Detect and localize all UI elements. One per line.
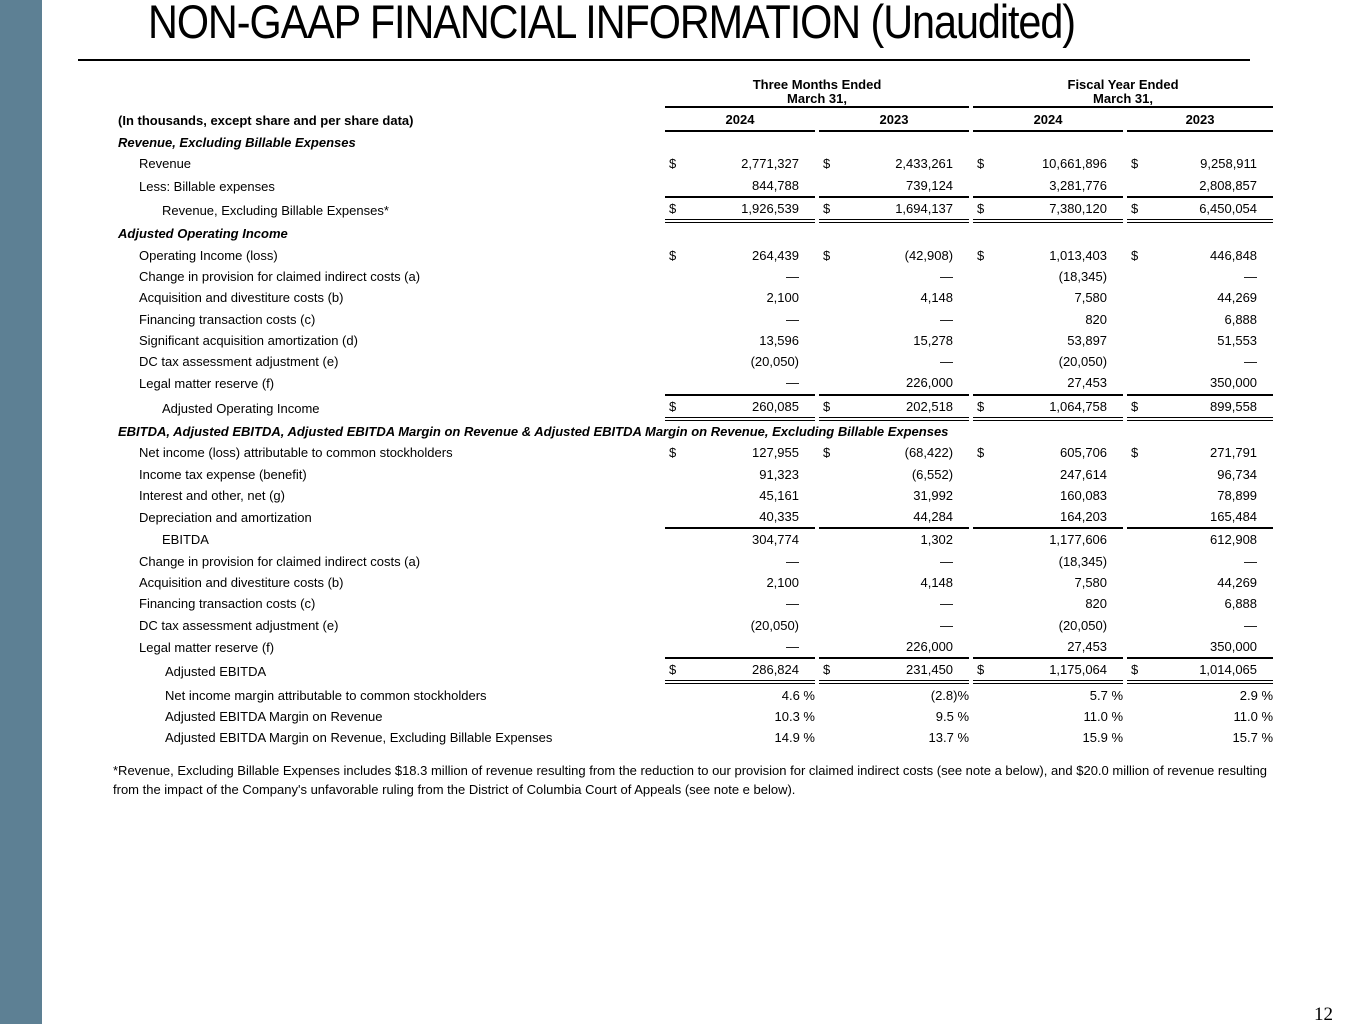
value-cell bbox=[973, 463, 1123, 484]
table-row bbox=[113, 463, 1273, 484]
currency-symbol: $ bbox=[1131, 445, 1139, 461]
value-cell bbox=[665, 506, 815, 529]
cell-value: 40,335 bbox=[759, 509, 799, 525]
cell-value: 202,518 bbox=[906, 398, 954, 414]
cell-value: 7,580 bbox=[1074, 575, 1108, 591]
table-row bbox=[113, 330, 1273, 351]
cell-value: 260,085 bbox=[752, 398, 799, 414]
table-row bbox=[113, 727, 1273, 748]
cell-value: (18,345) bbox=[1058, 553, 1108, 569]
cell-value: 286,824 bbox=[752, 662, 799, 678]
row-label: Net income margin attributable to common stockholders bbox=[165, 687, 487, 703]
cell-value: 2.9 % bbox=[1239, 687, 1274, 703]
currency-symbol: $ bbox=[823, 662, 831, 678]
cell-value: (20,050) bbox=[750, 617, 799, 633]
value-cell bbox=[973, 287, 1123, 308]
cell-value: 9.5 % bbox=[935, 708, 970, 724]
value-cell bbox=[665, 551, 815, 572]
cell-value: 45,161 bbox=[759, 487, 799, 503]
currency-symbol: $ bbox=[669, 201, 677, 217]
cell-value: 231,450 bbox=[906, 662, 954, 678]
cell-value: 446,848 bbox=[1210, 247, 1258, 263]
value-cell bbox=[1127, 593, 1273, 614]
currency-symbol: $ bbox=[669, 247, 677, 263]
cell-value: 51,553 bbox=[1217, 332, 1258, 348]
value-cell bbox=[973, 351, 1123, 372]
table-row bbox=[113, 485, 1273, 506]
value-cell bbox=[973, 506, 1123, 529]
value-cell bbox=[819, 463, 969, 484]
cell-value: — bbox=[1244, 268, 1258, 284]
table-row bbox=[113, 572, 1273, 593]
row-label: Adjusted EBITDA Margin on Revenue, Excluding Billable Expenses bbox=[165, 730, 553, 746]
value-cell bbox=[665, 706, 815, 727]
cell-value: — bbox=[786, 311, 799, 327]
cell-value: (20,050) bbox=[1058, 617, 1108, 633]
value-cell bbox=[1127, 684, 1273, 705]
value-cell bbox=[665, 287, 815, 308]
value-cell bbox=[973, 244, 1123, 265]
cell-value: 1,014,065 bbox=[1199, 662, 1258, 678]
cell-value: 2,771,327 bbox=[741, 156, 799, 172]
page-number: 12 bbox=[1314, 1004, 1333, 1025]
cell-value: (18,345) bbox=[1058, 268, 1108, 284]
value-cell bbox=[819, 372, 969, 395]
value-cell bbox=[665, 175, 815, 198]
currency-symbol: $ bbox=[669, 662, 677, 678]
cell-value: 899,558 bbox=[1210, 398, 1258, 414]
value-cell bbox=[819, 529, 969, 550]
value-cell bbox=[1127, 198, 1273, 223]
cell-value: 1,694,137 bbox=[895, 201, 954, 217]
value-cell bbox=[819, 396, 969, 421]
value-cell bbox=[1127, 706, 1273, 727]
value-cell bbox=[665, 684, 815, 705]
cell-value: 27,453 bbox=[1067, 375, 1108, 391]
row-label: Revenue bbox=[139, 156, 192, 172]
row-label: Change in provision for claimed indirect costs (a) bbox=[139, 553, 421, 569]
row-label: Interest and other, net (g) bbox=[139, 487, 285, 503]
row-label: Income tax expense (benefit) bbox=[139, 466, 307, 482]
table-row bbox=[113, 351, 1273, 372]
cell-value: 304,774 bbox=[752, 532, 799, 548]
value-cell bbox=[1127, 153, 1273, 174]
value-cell bbox=[1127, 396, 1273, 421]
cell-value: — bbox=[1244, 553, 1258, 569]
value-cell bbox=[1127, 175, 1273, 198]
table-row bbox=[113, 706, 1273, 727]
value-cell bbox=[665, 396, 815, 421]
table-row bbox=[113, 372, 1273, 395]
cell-value: 13,596 bbox=[759, 332, 799, 348]
value-cell bbox=[665, 244, 815, 265]
value-cell bbox=[665, 308, 815, 329]
cell-value: 5.7 % bbox=[1089, 687, 1124, 703]
cell-value: (42,908) bbox=[904, 247, 954, 263]
cell-value: 271,791 bbox=[1210, 445, 1258, 461]
currency-symbol: $ bbox=[1131, 247, 1139, 263]
cell-value: 78,899 bbox=[1217, 487, 1258, 503]
value-cell bbox=[819, 551, 969, 572]
value-cell bbox=[819, 266, 969, 287]
cell-value: 7,380,120 bbox=[1049, 201, 1108, 217]
value-cell bbox=[665, 636, 815, 659]
row-label: Operating Income (loss) bbox=[139, 247, 278, 263]
row-label: Significant acquisition amortization (d) bbox=[139, 332, 358, 348]
cell-value: 1,175,064 bbox=[1049, 662, 1108, 678]
section-heading: Adjusted Operating Income bbox=[118, 226, 288, 242]
row-label: Legal matter reserve (f) bbox=[139, 639, 275, 655]
value-cell bbox=[665, 485, 815, 506]
currency-symbol: $ bbox=[823, 156, 831, 172]
cell-value: 27,453 bbox=[1067, 638, 1108, 654]
value-cell bbox=[1127, 287, 1273, 308]
value-cell bbox=[665, 463, 815, 484]
value-cell bbox=[819, 351, 969, 372]
cell-value: 3,281,776 bbox=[1049, 177, 1108, 193]
cell-value: 226,000 bbox=[906, 638, 954, 654]
currency-symbol: $ bbox=[823, 445, 831, 461]
value-cell bbox=[819, 198, 969, 223]
currency-symbol: $ bbox=[1131, 398, 1139, 414]
value-cell bbox=[1127, 372, 1273, 395]
value-cell bbox=[665, 727, 815, 748]
cell-value: 2,100 bbox=[766, 575, 799, 591]
value-cell bbox=[819, 308, 969, 329]
currency-symbol: $ bbox=[977, 662, 985, 678]
cell-value: (20,050) bbox=[750, 354, 799, 370]
value-cell bbox=[973, 615, 1123, 636]
table-row bbox=[113, 266, 1273, 287]
cell-value: 44,269 bbox=[1217, 575, 1258, 591]
cell-value: — bbox=[786, 553, 799, 569]
value-cell bbox=[1127, 529, 1273, 550]
currency-symbol: $ bbox=[977, 247, 985, 263]
value-cell bbox=[819, 506, 969, 529]
value-cell bbox=[1127, 442, 1273, 463]
cell-value: 844,788 bbox=[752, 177, 799, 193]
section-heading: Revenue, Excluding Billable Expenses bbox=[118, 135, 356, 151]
table-row bbox=[113, 551, 1273, 572]
cell-value: 1,302 bbox=[920, 532, 954, 548]
year-header: 2024 bbox=[665, 108, 815, 132]
currency-symbol: $ bbox=[669, 156, 677, 172]
cell-value: 44,284 bbox=[913, 509, 954, 525]
cell-value: — bbox=[786, 596, 799, 612]
value-cell bbox=[665, 351, 815, 372]
value-cell bbox=[665, 529, 815, 550]
value-cell bbox=[665, 615, 815, 636]
cell-value: 2,808,857 bbox=[1199, 177, 1258, 193]
table-row bbox=[113, 396, 1273, 421]
value-cell bbox=[665, 372, 815, 395]
currency-symbol: $ bbox=[823, 201, 831, 217]
title-divider bbox=[78, 59, 1250, 61]
value-cell bbox=[1127, 615, 1273, 636]
value-cell bbox=[973, 308, 1123, 329]
table-row bbox=[113, 244, 1273, 265]
currency-symbol: $ bbox=[1131, 156, 1139, 172]
left-accent-bar bbox=[0, 0, 42, 1024]
page-title: NON-GAAP FINANCIAL INFORMATION (Unaudited) bbox=[148, 0, 1076, 48]
cell-value: 96,734 bbox=[1217, 466, 1258, 482]
row-label: Revenue, Excluding Billable Expenses* bbox=[162, 203, 389, 219]
value-cell bbox=[973, 572, 1123, 593]
value-cell bbox=[1127, 572, 1273, 593]
cell-value: 127,955 bbox=[752, 445, 799, 461]
year-header: 2023 bbox=[819, 108, 969, 132]
value-cell bbox=[973, 372, 1123, 395]
year-header: 2023 bbox=[1127, 108, 1273, 132]
value-cell bbox=[973, 175, 1123, 198]
value-cell bbox=[819, 684, 969, 705]
value-cell bbox=[665, 593, 815, 614]
value-cell bbox=[973, 485, 1123, 506]
cell-value: 6,888 bbox=[1224, 311, 1258, 327]
row-label: Financing transaction costs (c) bbox=[139, 311, 316, 327]
table-row bbox=[113, 442, 1273, 463]
value-cell bbox=[665, 266, 815, 287]
cell-value: — bbox=[786, 268, 799, 284]
cell-value: 53,897 bbox=[1067, 332, 1108, 348]
cell-value: 264,439 bbox=[752, 247, 799, 263]
fiscal-year-header: Fiscal Year Ended March 31, bbox=[973, 72, 1273, 108]
row-label: DC tax assessment adjustment (e) bbox=[139, 617, 339, 633]
value-cell bbox=[819, 175, 969, 198]
value-cell bbox=[1127, 266, 1273, 287]
cell-value: — bbox=[940, 617, 954, 633]
cell-value: 605,706 bbox=[1060, 445, 1108, 461]
row-label: Adjusted Operating Income bbox=[162, 400, 320, 416]
value-cell bbox=[973, 266, 1123, 287]
cell-value: 739,124 bbox=[906, 177, 954, 193]
cell-value: 13.7 % bbox=[928, 730, 970, 746]
section-heading: EBITDA, Adjusted EBITDA, Adjusted EBITDA Margin on Revenue & Adjusted EBITDA Margin on Revenue, Excluding Billable Expenses bbox=[118, 424, 949, 439]
value-cell bbox=[665, 442, 815, 463]
value-cell bbox=[973, 706, 1123, 727]
cell-value: — bbox=[940, 268, 954, 284]
cell-value: 820 bbox=[1085, 596, 1108, 612]
cell-value: (2.8)% bbox=[930, 687, 970, 703]
value-cell bbox=[1127, 551, 1273, 572]
table-row bbox=[113, 659, 1273, 684]
cell-value: — bbox=[786, 638, 799, 654]
cell-value: 1,926,539 bbox=[741, 201, 799, 217]
cell-value: 2,433,261 bbox=[895, 156, 954, 172]
cell-value: 7,580 bbox=[1074, 290, 1108, 306]
cell-value: 14.9 % bbox=[774, 730, 815, 746]
cell-value: 1,064,758 bbox=[1049, 398, 1108, 414]
cell-value: 11.0 % bbox=[1233, 708, 1274, 724]
row-label: Less: Billable expenses bbox=[139, 178, 275, 194]
table-row bbox=[113, 506, 1273, 529]
cell-value: 44,269 bbox=[1217, 290, 1258, 306]
cell-value: 11.0 % bbox=[1083, 708, 1124, 724]
cell-value: (6,552) bbox=[911, 466, 954, 482]
table-row bbox=[113, 636, 1273, 659]
value-cell bbox=[819, 727, 969, 748]
three-months-header: Three Months Ended March 31, bbox=[665, 72, 969, 108]
value-cell bbox=[819, 153, 969, 174]
value-cell bbox=[973, 198, 1123, 223]
table-row bbox=[113, 684, 1273, 705]
value-cell bbox=[1127, 506, 1273, 529]
cell-value: 160,083 bbox=[1060, 487, 1108, 503]
value-cell bbox=[973, 727, 1123, 748]
financial-table bbox=[113, 72, 1273, 748]
value-cell bbox=[1127, 244, 1273, 265]
cell-value: — bbox=[1244, 354, 1258, 370]
currency-symbol: $ bbox=[823, 398, 831, 414]
value-cell bbox=[1127, 659, 1273, 684]
value-cell bbox=[1127, 351, 1273, 372]
value-cell bbox=[973, 396, 1123, 421]
cell-value: 10.3 % bbox=[774, 708, 815, 724]
cell-value: 164,203 bbox=[1060, 509, 1108, 525]
row-label: Acquisition and divestiture costs (b) bbox=[139, 290, 344, 306]
units-label: (In thousands, except share and per share data) bbox=[118, 112, 414, 128]
cell-value: 15.9 % bbox=[1082, 730, 1124, 746]
table-row bbox=[113, 175, 1273, 198]
cell-value: — bbox=[940, 354, 954, 370]
value-cell bbox=[819, 572, 969, 593]
value-cell bbox=[819, 442, 969, 463]
table-row bbox=[113, 198, 1273, 223]
cell-value: 31,992 bbox=[913, 487, 954, 503]
value-cell bbox=[973, 153, 1123, 174]
row-label: Net income (loss) attributable to common stockholders bbox=[139, 445, 453, 461]
value-cell bbox=[1127, 330, 1273, 351]
value-cell bbox=[1127, 485, 1273, 506]
cell-value: 6,450,054 bbox=[1199, 201, 1258, 217]
table-row bbox=[113, 287, 1273, 308]
value-cell bbox=[819, 244, 969, 265]
value-cell bbox=[665, 198, 815, 223]
value-cell bbox=[973, 684, 1123, 705]
value-cell bbox=[973, 659, 1123, 684]
value-cell bbox=[819, 330, 969, 351]
value-cell bbox=[973, 442, 1123, 463]
value-cell bbox=[973, 529, 1123, 550]
table-row bbox=[113, 529, 1273, 550]
row-label: Adjusted EBITDA bbox=[165, 664, 267, 680]
value-cell bbox=[665, 330, 815, 351]
cell-value: 350,000 bbox=[1210, 375, 1258, 391]
value-cell bbox=[1127, 636, 1273, 659]
currency-symbol: $ bbox=[669, 445, 677, 461]
row-label: DC tax assessment adjustment (e) bbox=[139, 354, 339, 370]
row-label: Financing transaction costs (c) bbox=[139, 596, 316, 612]
cell-value: 1,013,403 bbox=[1049, 247, 1108, 263]
cell-value: 91,323 bbox=[759, 466, 799, 482]
currency-symbol: $ bbox=[977, 398, 985, 414]
cell-value: 820 bbox=[1085, 311, 1108, 327]
year-header: 2024 bbox=[973, 108, 1123, 132]
cell-value: — bbox=[940, 596, 954, 612]
cell-value: (20,050) bbox=[1058, 354, 1108, 370]
value-cell bbox=[819, 615, 969, 636]
row-label: Change in provision for claimed indirect costs (a) bbox=[139, 268, 421, 284]
cell-value: 165,484 bbox=[1210, 509, 1258, 525]
row-label: Legal matter reserve (f) bbox=[139, 376, 275, 392]
currency-symbol: $ bbox=[1131, 662, 1139, 678]
cell-value: 2,100 bbox=[766, 290, 799, 306]
cell-value: 15,278 bbox=[913, 332, 954, 348]
cell-value: 226,000 bbox=[906, 375, 954, 391]
table-row bbox=[113, 593, 1273, 614]
value-cell bbox=[665, 153, 815, 174]
value-cell bbox=[665, 572, 815, 593]
value-cell bbox=[665, 659, 815, 684]
cell-value: — bbox=[1244, 617, 1258, 633]
table-row bbox=[113, 615, 1273, 636]
cell-value: 10,661,896 bbox=[1041, 156, 1108, 172]
value-cell bbox=[973, 593, 1123, 614]
value-cell bbox=[973, 551, 1123, 572]
currency-symbol: $ bbox=[669, 398, 677, 414]
currency-symbol: $ bbox=[977, 445, 985, 461]
value-cell bbox=[1127, 463, 1273, 484]
value-cell bbox=[1127, 727, 1273, 748]
value-cell bbox=[819, 485, 969, 506]
value-cell bbox=[973, 636, 1123, 659]
currency-symbol: $ bbox=[977, 201, 985, 217]
value-cell bbox=[819, 287, 969, 308]
value-cell bbox=[819, 636, 969, 659]
row-label: EBITDA bbox=[162, 532, 209, 548]
cell-value: — bbox=[940, 311, 954, 327]
cell-value: 4.6 % bbox=[781, 687, 815, 703]
value-cell bbox=[1127, 308, 1273, 329]
cell-value: 6,888 bbox=[1224, 596, 1258, 612]
cell-value: 247,614 bbox=[1060, 466, 1108, 482]
row-label: Acquisition and divestiture costs (b) bbox=[139, 575, 344, 591]
cell-value: 4,148 bbox=[920, 290, 954, 306]
value-cell bbox=[819, 593, 969, 614]
cell-value: — bbox=[940, 553, 954, 569]
cell-value: 9,258,911 bbox=[1200, 156, 1258, 172]
row-label: Depreciation and amortization bbox=[139, 510, 312, 526]
row-label: Adjusted EBITDA Margin on Revenue bbox=[165, 708, 383, 724]
cell-value: 350,000 bbox=[1210, 638, 1258, 654]
cell-value: 15.7 % bbox=[1232, 730, 1274, 746]
value-cell bbox=[819, 659, 969, 684]
value-cell bbox=[973, 330, 1123, 351]
cell-value: 1,177,606 bbox=[1049, 532, 1108, 548]
table-row bbox=[113, 153, 1273, 174]
currency-symbol: $ bbox=[977, 156, 985, 172]
cell-value: — bbox=[786, 375, 799, 391]
cell-value: 4,148 bbox=[920, 575, 954, 591]
footnote: *Revenue, Excluding Billable Expenses includes $18.3 million of revenue resulting from the reduction to our provision for claimed indirect costs (see note a below), and $20.0 million of revenue resulting from the impact of the Company's unfavorable ruling from the District of Columbia Court of Appeals (see note e below). bbox=[113, 763, 1268, 797]
cell-value: 612,908 bbox=[1210, 532, 1258, 548]
currency-symbol: $ bbox=[1131, 201, 1139, 217]
cell-value: (68,422) bbox=[904, 445, 954, 461]
currency-symbol: $ bbox=[823, 247, 831, 263]
table-row bbox=[113, 308, 1273, 329]
value-cell bbox=[819, 706, 969, 727]
